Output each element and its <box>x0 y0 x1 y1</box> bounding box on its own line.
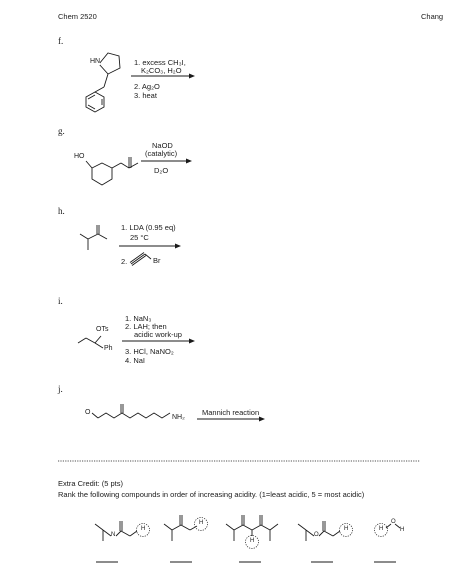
reaction-arrow-h <box>119 244 181 249</box>
phenyl-label: Ph <box>104 345 113 352</box>
acidic-h-label-2: H <box>199 520 204 526</box>
condition-f-4: 3. heat <box>134 91 157 100</box>
course-title: Chem 2520 <box>58 12 97 21</box>
condition-i-4: 3. HCl, NaNO₂ <box>125 347 174 356</box>
acidic-h-label-5: H <box>379 526 384 532</box>
aldehyde-oxygen-label: O <box>85 409 91 416</box>
acidic-h-label-4: H <box>344 526 349 532</box>
condition-f-3: 2. Ag₂O <box>134 82 160 91</box>
condition-h-2: 25 °C <box>130 233 149 242</box>
condition-g-1: NaOD <box>152 141 173 150</box>
condition-f-1: 1. excess CH₃I, <box>134 58 186 67</box>
problem-i-label: i. <box>58 296 63 306</box>
condition-i-1: 1. NaN₃ <box>125 314 152 323</box>
problem-i-structure <box>78 336 103 348</box>
amine-nh2-label: NH₂ <box>172 414 185 421</box>
propargyl-bromide-structure <box>130 253 151 266</box>
acidic-h-label-1: H <box>141 526 146 532</box>
water-h-label: H <box>400 527 405 533</box>
condition-h-3: 2. <box>121 257 128 266</box>
amide-nitrogen-label: N <box>111 532 116 538</box>
condition-g-3: D₂O <box>154 166 169 175</box>
reaction-arrow-g <box>141 159 192 164</box>
condition-h-1: 1. LDA (0.95 eq) <box>121 223 176 232</box>
condition-j-1: Mannich reaction <box>202 408 260 417</box>
acidic-h-label-3: H <box>250 538 255 544</box>
condition-i-2: 2. LAH; then <box>125 322 167 331</box>
problem-h-label: h. <box>58 206 65 216</box>
problem-h-structure <box>80 225 107 250</box>
condition-f-2: K₂CO₃, H₂O <box>141 66 182 75</box>
problem-g-label: g. <box>58 126 65 136</box>
condition-g-2: (catalytic) <box>145 149 178 158</box>
water-oxygen-label: O <box>391 519 396 525</box>
reaction-arrow-j <box>197 417 265 422</box>
bromide-label: Br <box>153 256 161 265</box>
hydroxyl-label: HO <box>74 153 85 160</box>
tosylate-label: OTs <box>96 326 109 333</box>
problem-g-structure <box>86 157 138 185</box>
extra-credit-title: Extra Credit: (5 pts) <box>58 479 124 488</box>
amine-nh-label: HN <box>90 58 101 65</box>
problem-f-label: f. <box>58 36 64 46</box>
reaction-arrow-i <box>122 339 195 344</box>
compound-2-ketone <box>164 515 208 541</box>
condition-i-5: 4. NaI <box>125 356 146 365</box>
problem-j-label: j. <box>58 384 63 394</box>
instructor-name: Chang <box>421 12 444 21</box>
condition-i-3: acidic work-up <box>134 330 182 339</box>
ester-oxygen-label: O <box>314 532 319 538</box>
extra-credit-instruction: Rank the following compounds in order of increasing acidity. (1=least acidic, 5 = most acidic) <box>58 490 365 499</box>
problem-j-structure <box>92 404 170 418</box>
